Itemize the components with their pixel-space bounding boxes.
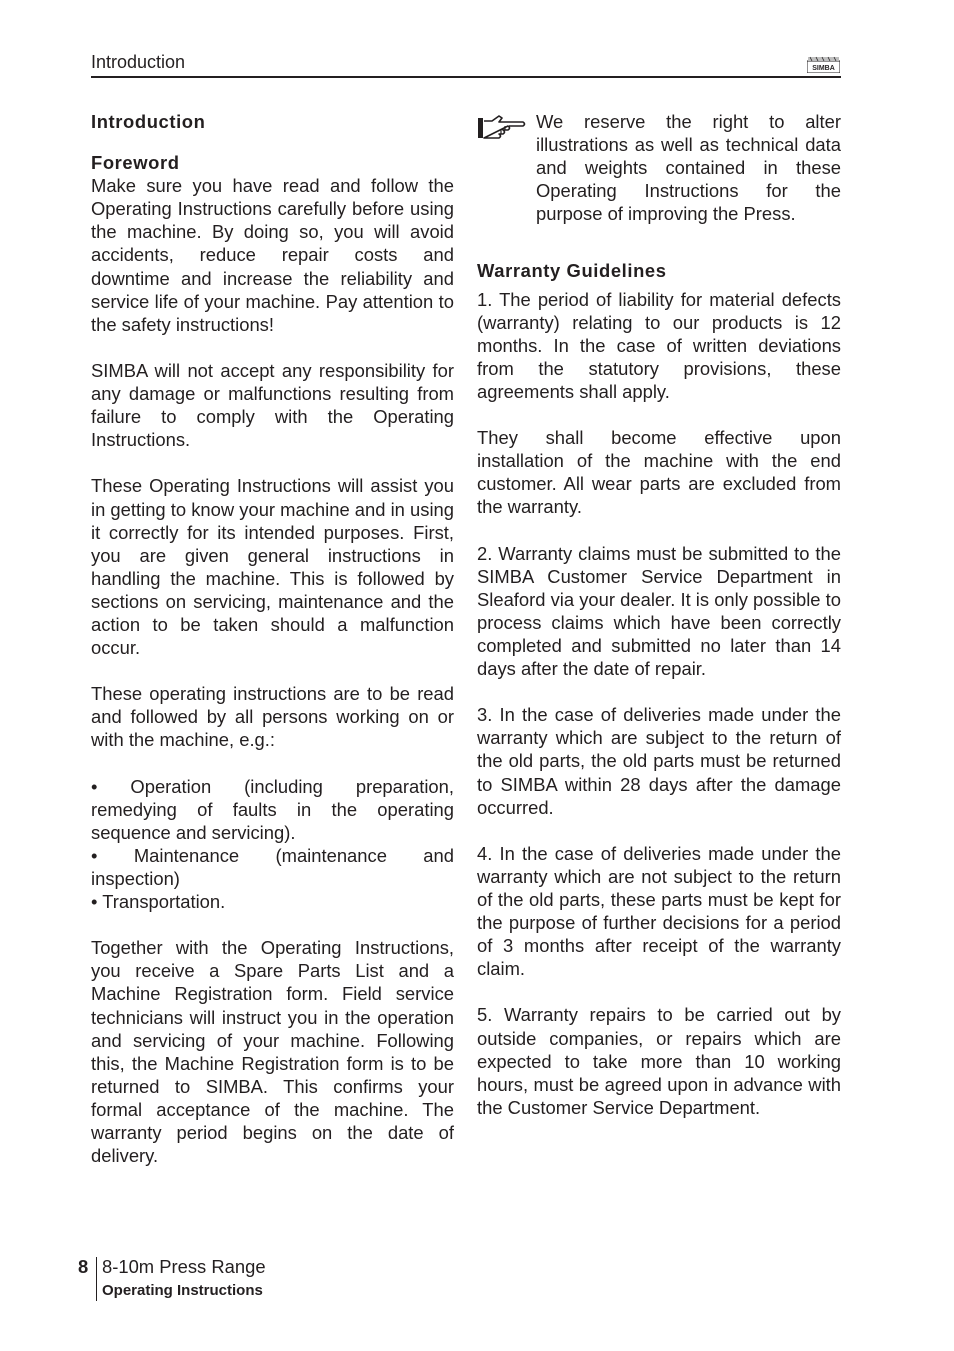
footer-divider (96, 1257, 97, 1301)
paragraph: These operating instructions are to be read and followed by all persons working on or with the machine, e.g.: (91, 683, 454, 751)
paragraph: SIMBA will not accept any responsibility for any damage or malfunctions resulting from failure to comply with the Operating Instructions. (91, 359, 454, 451)
page-number: 8 (78, 1256, 89, 1277)
bullet-item: • Transportation. (91, 891, 226, 913)
footer-subtitle: Operating Instructions (102, 1282, 263, 1299)
left-column (91, 110, 454, 1167)
paragraph: Make sure you have read and follow the Operating Instructions carefully before using the machine. By doing so, you will avoid accidents, reduce repair costs and downtime and increase the reliability and service life of your machine. Pay attention to the safety instructions! (91, 175, 454, 335)
warranty-heading: Warranty Guidelines (477, 260, 667, 282)
paragraph: They shall become effective upon installation of the machine with the end customer. All wear parts are excluded from the warranty. (477, 427, 841, 518)
footer-title: 8-10m Press Range (102, 1256, 266, 1277)
bullet-item: • Operation (including preparation, remedying of faults in the operating sequence and servicing). (91, 775, 454, 843)
paragraph: These Operating Instructions will assist you in getting to know your machine and in using it correctly for its intended purposes. First, you are given general instructions in handling the machine. This is followed by sections on servicing, maintenance and the action to be taken should a malfunction occur. (91, 475, 454, 659)
svg-text:SIMBA: SIMBA (812, 65, 835, 72)
paragraph: 1. The period of liability for material defects (warranty) relating to our products is 12 months. In the case of written deviations from the statutory provisions, these agreements shall apply. (477, 288, 841, 402)
paragraph: 4. In the case of deliveries made under the warranty which are not subject to the return of the old parts, these parts must be kept for the purpose of further decisions for a period of 3 months after receipt of the warranty claim. (477, 842, 841, 980)
note-text: We reserve the right to alter illustrations as well as technical data and weights contained in these Operating Instructions for the purpose of improving the Press. (536, 111, 841, 225)
simba-logo (807, 56, 840, 73)
paragraph: 2. Warranty claims must be submitted to the SIMBA Customer Service Department in Sleaford via your dealer. It is only possible to process claims which have been correctly completed and submitted no later than 14 days after the date of repair. (477, 542, 841, 680)
note-block (477, 110, 841, 225)
main-heading: Introduction (91, 111, 206, 132)
bullet-item: • Maintenance (maintenance and inspection) (91, 844, 454, 889)
paragraph: Together with the Operating Instructions, you receive a Spare Parts List and a Machine Registration form. Field service technicians will instruct you in the operation and servicing of your machine. Following this, the Machine Registration form is to be returned to SIMBA. This confirms your formal acceptance of the machine. The warranty period begins on the date of delivery. (91, 937, 454, 1167)
header-section-title: Introduction (91, 52, 186, 72)
pointing-hand-icon (477, 113, 527, 141)
foreword-heading: Foreword (91, 152, 180, 174)
paragraph: 3. In the case of deliveries made under the warranty which are subject to the return of the old parts, the old parts must be returned to SIMBA within 28 days after the damage occurred. (477, 704, 841, 818)
header-rule (91, 76, 841, 78)
paragraph: 5. Warranty repairs to be carried out by outside companies, or repairs which are expected to take more than 10 working hours, must be agreed upon in advance with the Customer Service Department. (477, 1004, 841, 1118)
right-column (477, 110, 841, 1119)
